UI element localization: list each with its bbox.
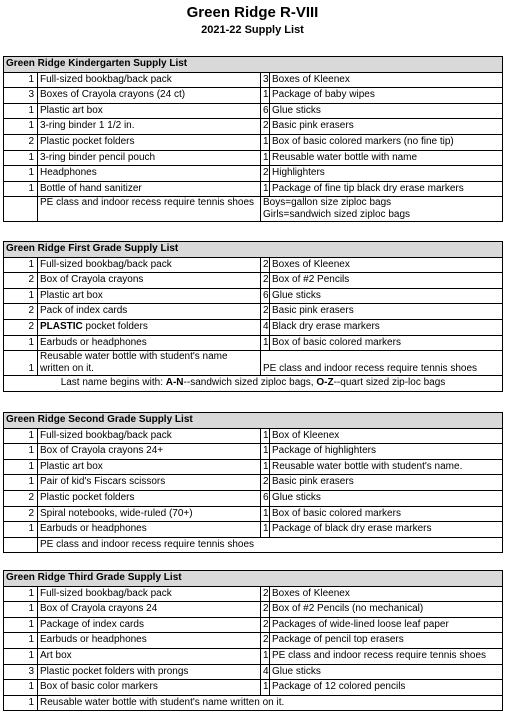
item-cell: Boxes of Kleenex (270, 586, 503, 602)
qty-cell: 1 (4, 695, 38, 711)
item-cell: Plastic pocket folders (38, 490, 261, 506)
qty-cell: 4 (261, 319, 270, 335)
item-cell: Earbuds or headphones (38, 522, 261, 538)
item-cell: Box of Crayola crayons (38, 273, 261, 289)
item-cell: Plastic pocket folders with prongs (38, 664, 261, 680)
item-cell: Art box (38, 648, 261, 664)
item-cell: Basic pink erasers (270, 304, 503, 320)
kindergarten-note-ziploc: Boys=gallon size ziploc bags Girls=sandwich sized ziploc bags (261, 197, 503, 222)
supply-row (4, 522, 503, 538)
item-cell: Box of Crayola crayons 24+ (38, 444, 261, 460)
supply-row (4, 134, 503, 150)
qty-cell: 1 (261, 150, 270, 166)
item-cell: Boxes of Kleenex (270, 257, 503, 273)
qty-cell: 1 (4, 444, 38, 460)
qty-cell: 1 (4, 335, 38, 351)
item-cell: Pair of kid's Fiscars scissors (38, 475, 261, 491)
item-cell: Headphones (38, 166, 261, 182)
qty-cell: 2 (4, 273, 38, 289)
qty-cell: 2 (261, 475, 270, 491)
qty-cell: 2 (261, 304, 270, 320)
kindergarten-header: Green Ridge Kindergarten Supply List (4, 57, 503, 73)
qty-cell: 1 (261, 680, 270, 696)
kindergarten-note-tennis: PE class and indoor recess require tennis shoes (38, 197, 261, 222)
supply-row (4, 664, 503, 680)
supply-row (4, 103, 503, 119)
qty-cell: 1 (4, 586, 38, 602)
qty-cell: 1 (261, 522, 270, 538)
qty-cell: 1 (4, 150, 38, 166)
kindergarten-table (3, 56, 503, 222)
item-cell: Box of basic colored markers (no fine tip) (270, 134, 503, 150)
qty-cell: 1 (261, 506, 270, 522)
item-cell: Box of Crayola crayons 24 (38, 602, 261, 618)
qty-cell: 2 (4, 490, 38, 506)
supply-row (4, 648, 503, 664)
item-cell: Glue sticks (270, 103, 503, 119)
document-title: Green Ridge R-VIII (186, 4, 319, 21)
qty-cell: 1 (4, 119, 38, 135)
qty-cell: 1 (261, 459, 270, 475)
second-grade-note-tennis: PE class and indoor recess require tennis shoes (38, 537, 503, 553)
item-cell: Full-sized bookbag/back pack (38, 257, 261, 273)
item-cell: Glue sticks (270, 490, 503, 506)
supply-row (4, 680, 503, 696)
supply-row (4, 273, 503, 289)
supply-row (4, 181, 503, 197)
qty-cell: 2 (261, 633, 270, 649)
qty-cell: 1 (4, 351, 38, 376)
supply-row (4, 459, 503, 475)
second-grade-header: Green Ridge Second Grade Supply List (4, 413, 503, 429)
supply-row (4, 428, 503, 444)
item-cell: Package of index cards (38, 617, 261, 633)
qty-cell: 1 (4, 257, 38, 273)
supply-row (4, 475, 503, 491)
supply-row (4, 602, 503, 618)
item-cell: Package of highlighters (270, 444, 503, 460)
third-grade-table (3, 570, 503, 711)
item-cell: Spiral notebooks, wide-ruled (70+) (38, 506, 261, 522)
supply-row (4, 166, 503, 182)
supply-row (4, 304, 503, 320)
document-subtitle: 2021-22 Supply List (201, 24, 304, 36)
first-grade-note-tennis: PE class and indoor recess require tennis shoes (261, 351, 503, 376)
supply-row (4, 150, 503, 166)
third-grade-water-bottle: Reusable water bottle with student's name written on it. (38, 695, 503, 711)
qty-cell: 3 (4, 88, 38, 104)
supply-row (4, 633, 503, 649)
item-cell: 3-ring binder 1 1/2 in. (38, 119, 261, 135)
second-grade-table (3, 412, 503, 553)
qty-cell: 1 (4, 181, 38, 197)
item-cell: Glue sticks (270, 288, 503, 304)
qty-cell: 1 (4, 648, 38, 664)
item-cell: Basic pink erasers (270, 119, 503, 135)
qty-cell: 2 (261, 166, 270, 182)
supply-row (4, 586, 503, 602)
supply-row (4, 335, 503, 351)
qty-cell: 6 (261, 288, 270, 304)
item-cell: Plastic art box (38, 288, 261, 304)
item-cell: Box of Kleenex (270, 428, 503, 444)
qty-cell: 1 (4, 633, 38, 649)
qty-cell: 1 (261, 181, 270, 197)
qty-cell: 3 (261, 72, 270, 88)
qty-cell: 1 (4, 288, 38, 304)
qty-cell: 1 (4, 72, 38, 88)
item-cell: Package of black dry erase markers (270, 522, 503, 538)
supply-row (4, 119, 503, 135)
item-cell: PE class and indoor recess require tennis shoes (270, 648, 503, 664)
qty-cell: 2 (261, 602, 270, 618)
qty-cell: 3 (4, 664, 38, 680)
qty-cell: 2 (261, 257, 270, 273)
item-cell: Packages of wide-lined loose leaf paper (270, 617, 503, 633)
item-cell: 3-ring binder pencil pouch (38, 150, 261, 166)
supply-row (4, 617, 503, 633)
qty-cell: 1 (4, 459, 38, 475)
item-cell: Plastic pocket folders (38, 134, 261, 150)
item-cell: PLASTIC pocket folders (38, 319, 261, 335)
item-cell: Reusable water bottle with student's name. (270, 459, 503, 475)
item-cell: Package of 12 colored pencils (270, 680, 503, 696)
qty-cell: 1 (4, 166, 38, 182)
supply-row (4, 319, 503, 335)
item-cell: Reusable water bottle with name (270, 150, 503, 166)
item-cell: Box of #2 Pencils (270, 273, 503, 289)
qty-cell: 1 (261, 648, 270, 664)
item-cell: Full-sized bookbag/back pack (38, 72, 261, 88)
item-cell: Box of basic colored markers (270, 506, 503, 522)
qty-cell: 1 (4, 602, 38, 618)
qty-cell: 1 (4, 522, 38, 538)
qty-cell: 2 (4, 134, 38, 150)
supply-row (4, 257, 503, 273)
item-cell: Boxes of Kleenex (270, 72, 503, 88)
item-cell: Full-sized bookbag/back pack (38, 428, 261, 444)
item-cell: Earbuds or headphones (38, 335, 261, 351)
qty-cell: 1 (4, 475, 38, 491)
qty-cell: 1 (4, 617, 38, 633)
qty-cell: 2 (261, 586, 270, 602)
item-cell: Basic pink erasers (270, 475, 503, 491)
qty-cell: 1 (261, 428, 270, 444)
item-cell: Boxes of Crayola crayons (24 ct) (38, 88, 261, 104)
supply-row (4, 444, 503, 460)
item-cell: Package of baby wipes (270, 88, 503, 104)
item-cell: Plastic art box (38, 103, 261, 119)
item-cell: Box of basic colored markers (270, 335, 503, 351)
first-grade-lastname-note: Last name begins with: A-N--sandwich sized ziploc bags, O-Z--quart sized zip-loc bags (4, 376, 503, 392)
qty-cell: 2 (261, 119, 270, 135)
qty-cell: 4 (261, 664, 270, 680)
qty-cell: 2 (4, 319, 38, 335)
item-cell: Highlighters (270, 166, 503, 182)
supply-row (4, 506, 503, 522)
supply-row (4, 490, 503, 506)
qty-cell: 2 (4, 304, 38, 320)
item-cell: Package of pencil top erasers (270, 633, 503, 649)
item-cell: Glue sticks (270, 664, 503, 680)
first-grade-water-bottle: Reusable water bottle with student's name written on it. (38, 351, 261, 376)
item-cell: Pack of index cards (38, 304, 261, 320)
item-cell: Black dry erase markers (270, 319, 503, 335)
qty-cell: 1 (261, 444, 270, 460)
item-cell: Plastic art box (38, 459, 261, 475)
qty-cell: 6 (261, 490, 270, 506)
qty-cell: 1 (261, 88, 270, 104)
supply-row (4, 72, 503, 88)
qty-cell: 2 (261, 273, 270, 289)
qty-cell: 2 (4, 506, 38, 522)
qty-cell: 1 (4, 428, 38, 444)
supply-row (4, 288, 503, 304)
qty-cell: 1 (261, 134, 270, 150)
item-cell: Earbuds or headphones (38, 633, 261, 649)
item-cell: Package of fine tip black dry erase markers (270, 181, 503, 197)
supply-row (4, 88, 503, 104)
item-cell: Full-sized bookbag/back pack (38, 586, 261, 602)
first-grade-header: Green Ridge First Grade Supply List (4, 242, 503, 258)
item-cell: Box of basic color markers (38, 680, 261, 696)
qty-cell: 2 (261, 617, 270, 633)
first-grade-table (3, 241, 503, 392)
third-grade-header: Green Ridge Third Grade Supply List (4, 571, 503, 587)
item-cell: Bottle of hand sanitizer (38, 181, 261, 197)
item-cell: Box of #2 Pencils (no mechanical) (270, 602, 503, 618)
qty-cell: 1 (4, 103, 38, 119)
qty-cell: 1 (4, 680, 38, 696)
qty-cell: 6 (261, 103, 270, 119)
qty-cell: 1 (261, 335, 270, 351)
